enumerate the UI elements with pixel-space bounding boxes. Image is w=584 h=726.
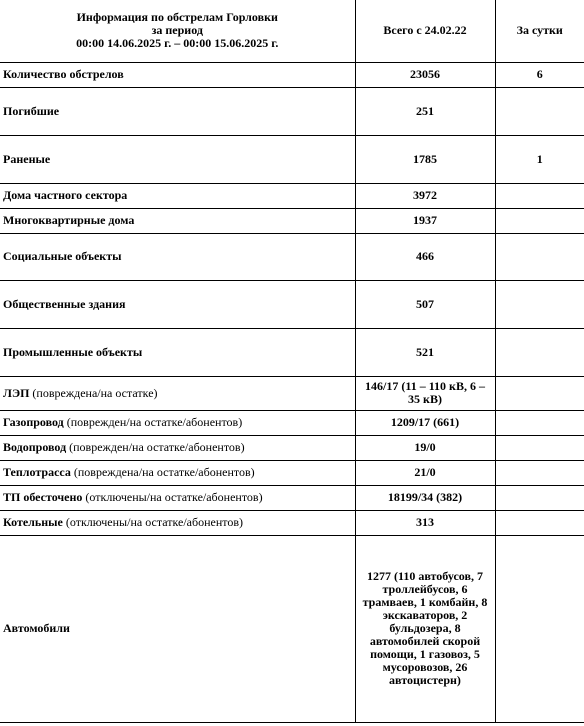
- row-label: Погибшие: [0, 87, 355, 135]
- row-day-value: [495, 183, 584, 208]
- row-day-value: [495, 460, 584, 485]
- row-total-value: 19/0: [355, 435, 495, 460]
- row-total-value: 23056: [355, 62, 495, 87]
- table-row: [0, 87, 584, 135]
- table-row: [0, 183, 584, 208]
- row-day-value: [495, 208, 584, 233]
- table-row: [0, 328, 584, 376]
- row-label: ЛЭП (повреждена/на остатке): [0, 376, 355, 410]
- table-row: [0, 535, 584, 722]
- row-total-value: 1209/17 (661): [355, 410, 495, 435]
- row-total-value: 21/0: [355, 460, 495, 485]
- row-total-value: 146/17 (11 – 110 кВ, 6 – 35 кВ): [355, 376, 495, 410]
- row-day-value: 6: [495, 62, 584, 87]
- row-day-value: [495, 376, 584, 410]
- row-day-value: [495, 87, 584, 135]
- row-day-value: [495, 435, 584, 460]
- row-day-value: [495, 280, 584, 328]
- row-label: Социальные объекты: [0, 233, 355, 280]
- row-label: Общественные здания: [0, 280, 355, 328]
- row-label: Количество обстрелов: [0, 62, 355, 87]
- row-day-value: 1: [495, 135, 584, 183]
- report-title-cell: [0, 0, 355, 62]
- report-title-line2: за период: [151, 23, 203, 38]
- row-label: Промышленные объекты: [0, 328, 355, 376]
- row-label: Теплотрасса (повреждена/на остатке/абонентов): [0, 460, 355, 485]
- table-row: [0, 485, 584, 510]
- table-row: [0, 460, 584, 485]
- row-day-value: [495, 328, 584, 376]
- table-row: [0, 410, 584, 435]
- table-row: [0, 208, 584, 233]
- row-total-value: 18199/34 (382): [355, 485, 495, 510]
- row-label: Дома частного сектора: [0, 183, 355, 208]
- row-total-value: 1277 (110 автобусов, 7 троллейбусов, 6 трамваев, 1 комбайн, 8 экскаваторов, 2 бульдозера, 8 автомобилей скорой помощи, 1 газовоз, 5 мусоровозов, 26 автоцистерн): [355, 535, 495, 722]
- header-row: [0, 0, 584, 62]
- row-day-value: [495, 535, 584, 722]
- row-label: Газопровод (поврежден/на остатке/абонентов): [0, 410, 355, 435]
- row-label: Раненые: [0, 135, 355, 183]
- report-title-line1: Информация по обстрелам Горловки: [76, 10, 278, 25]
- row-total-value: 3972: [355, 183, 495, 208]
- row-label: Автомобили: [0, 535, 355, 722]
- row-total-value: 521: [355, 328, 495, 376]
- row-label: Котельные (отключены/на остатке/абонентов): [0, 510, 355, 535]
- table-row: [0, 62, 584, 87]
- row-total-value: 1937: [355, 208, 495, 233]
- table-row: [0, 280, 584, 328]
- row-label: Многоквартирные дома: [0, 208, 355, 233]
- row-total-value: 313: [355, 510, 495, 535]
- row-label: Водопровод (поврежден/на остатке/абонентов): [0, 435, 355, 460]
- row-day-value: [495, 410, 584, 435]
- row-day-value: [495, 233, 584, 280]
- column-header-day: За сутки: [495, 0, 584, 62]
- table-row: [0, 135, 584, 183]
- row-label: ТП обесточено (отключены/на остатке/абонентов): [0, 485, 355, 510]
- report-title-line3: 00:00 14.06.2025 г. – 00:00 15.06.2025 г.: [76, 36, 279, 51]
- row-day-value: [495, 510, 584, 535]
- row-total-value: 466: [355, 233, 495, 280]
- row-total-value: 507: [355, 280, 495, 328]
- column-header-total: Всего с 24.02.22: [355, 0, 495, 62]
- table-row: [0, 435, 584, 460]
- table-row: [0, 510, 584, 535]
- table-row: [0, 233, 584, 280]
- table-row: [0, 376, 584, 410]
- row-day-value: [495, 485, 584, 510]
- row-total-value: 1785: [355, 135, 495, 183]
- row-total-value: 251: [355, 87, 495, 135]
